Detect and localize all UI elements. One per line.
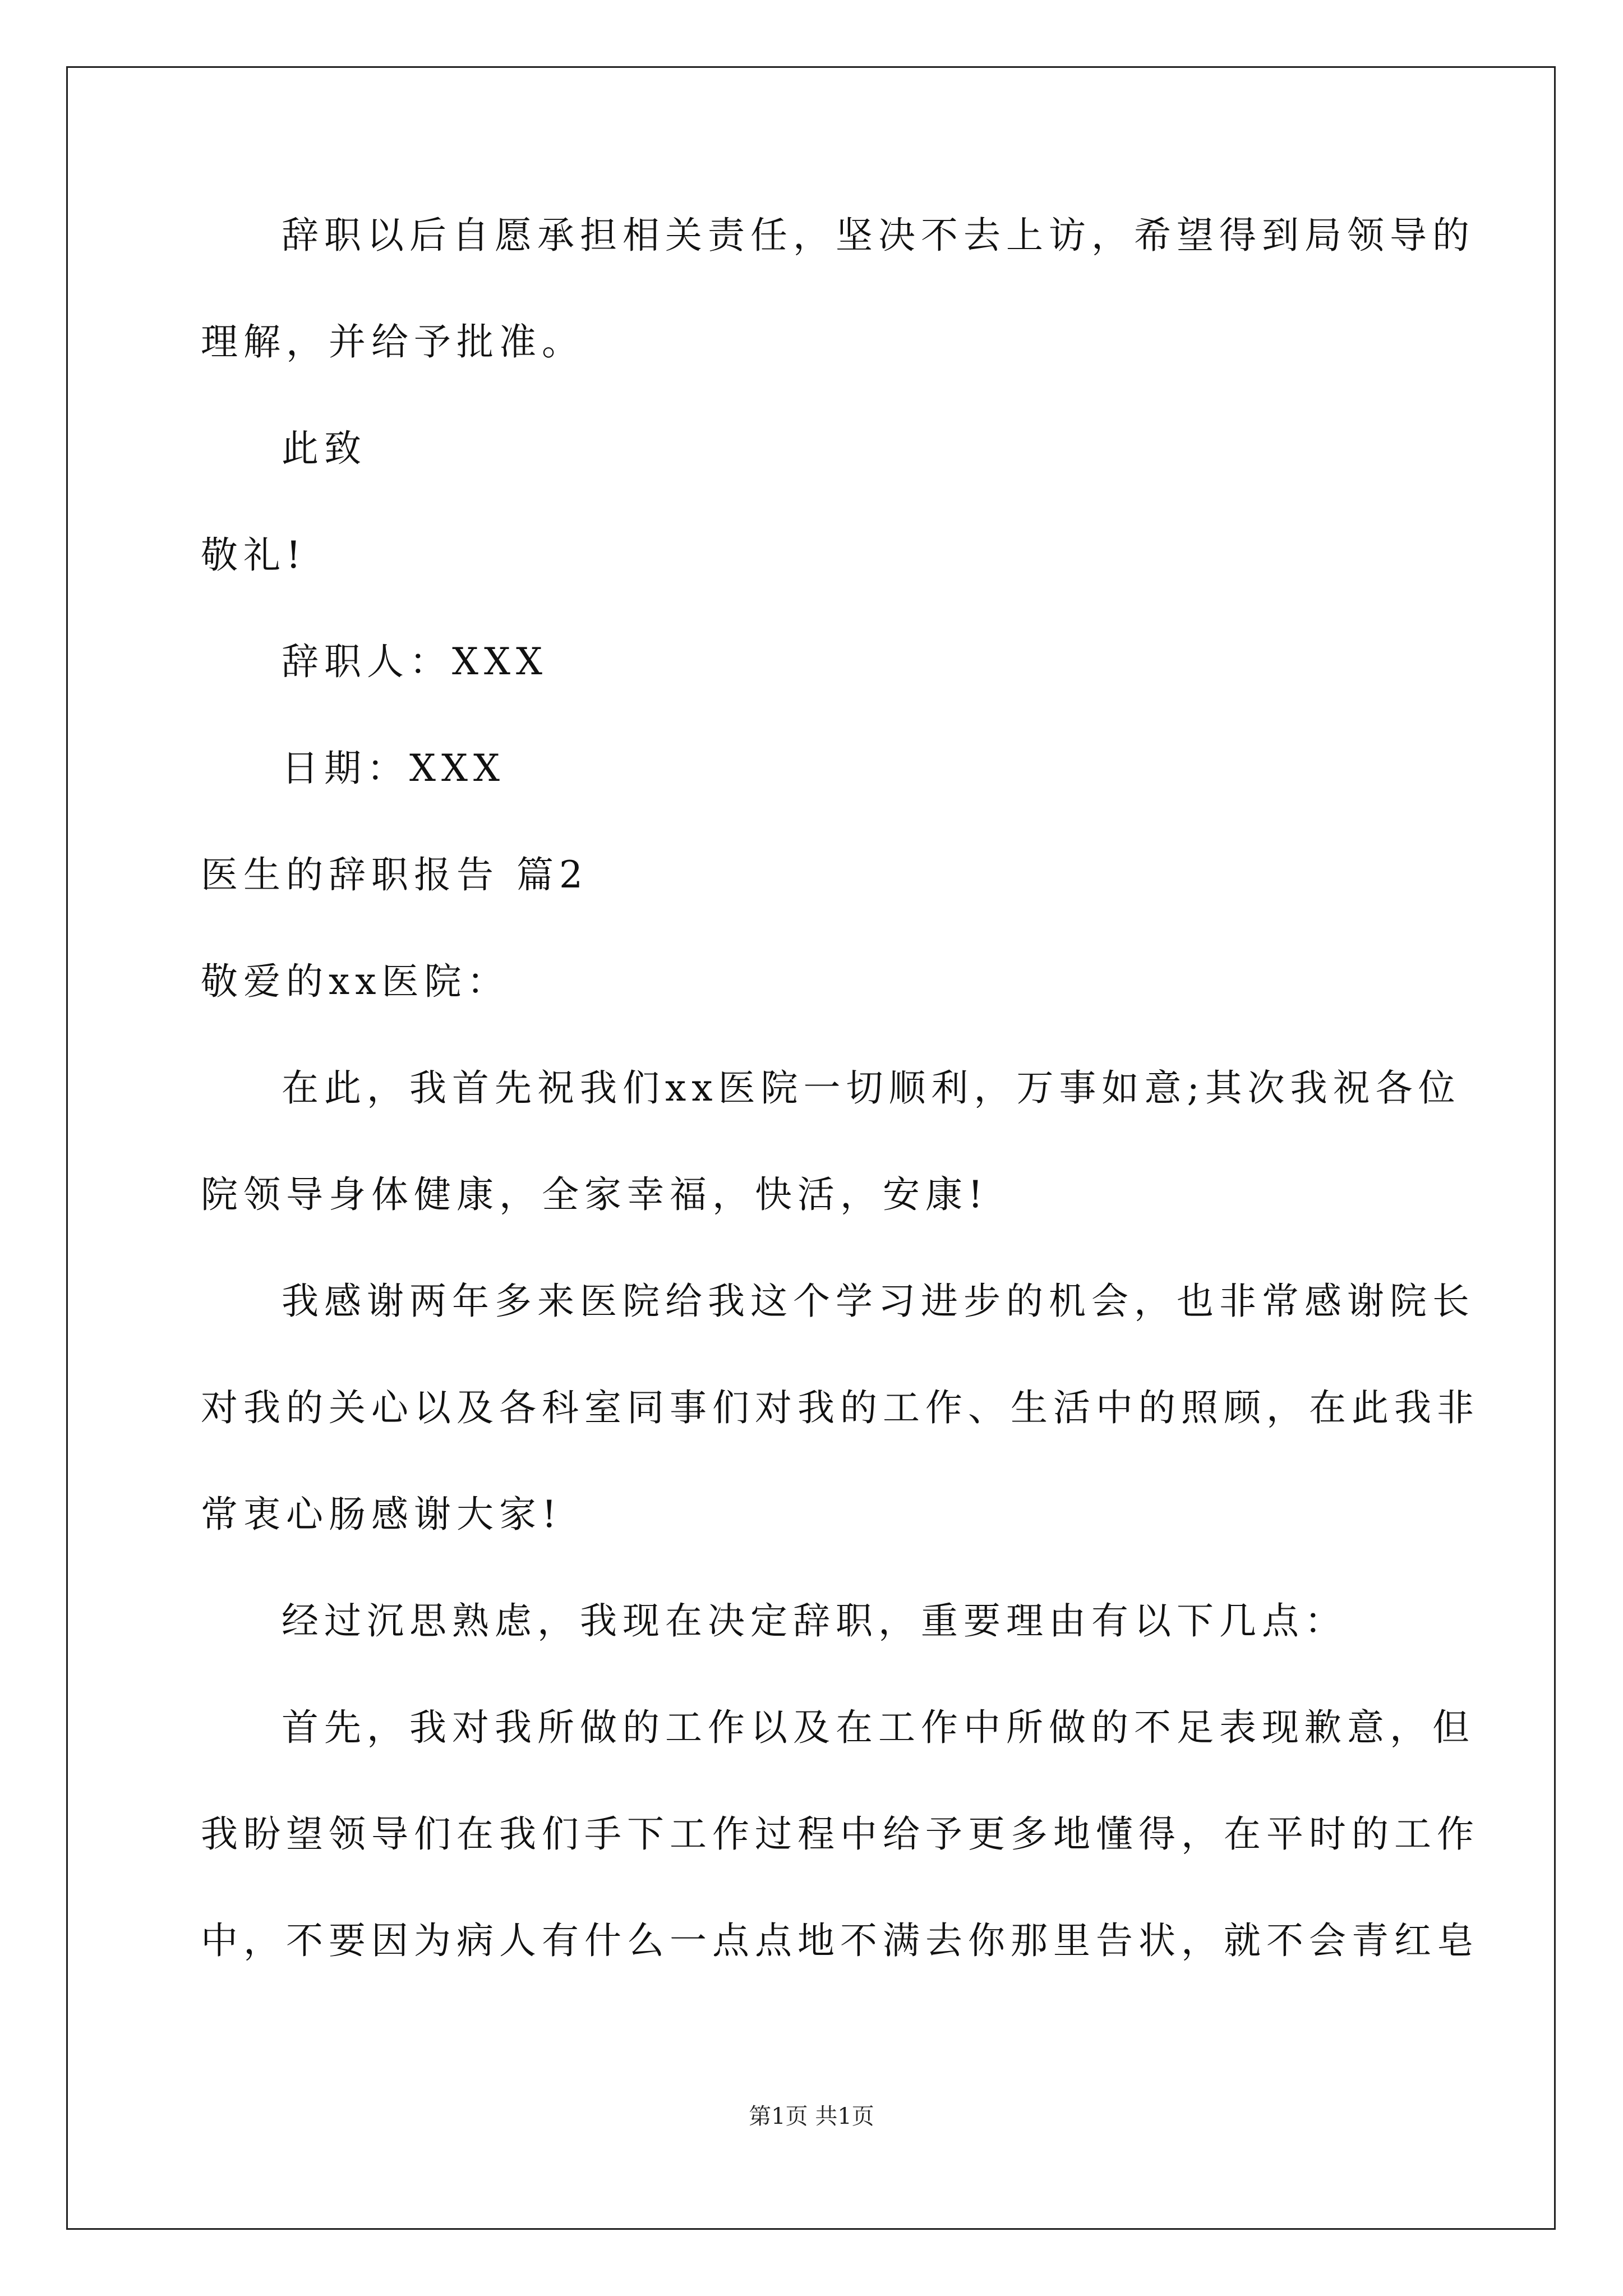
date-line: 日期：XXX bbox=[282, 747, 505, 790]
paragraph-line: 首先，我对我所做的工作以及在工作中所做的不足表现歉意，但 bbox=[282, 1706, 1475, 1749]
paragraph-line: 经过沉思熟虑，我现在决定辞职，重要理由有以下几点： bbox=[282, 1599, 1347, 1642]
signer-line: 辞职人：XXX bbox=[282, 640, 548, 683]
paragraph-line: 我感谢两年多来医院给我这个学习进步的机会，也非常感谢院长 bbox=[282, 1280, 1475, 1323]
closing-respect: 敬礼! bbox=[201, 533, 307, 577]
page-border bbox=[66, 66, 1556, 2230]
paragraph-line: 常衷心肠感谢大家! bbox=[201, 1493, 562, 1536]
paragraph-line: 对我的关心以及各科室同事们对我的工作、生活中的照顾，在此我非 bbox=[201, 1386, 1479, 1429]
paragraph-line: 我盼望领导们在我们手下工作过程中给予更多地懂得，在平时的工作 bbox=[201, 1812, 1479, 1856]
page-footer: 第1页 共1页 bbox=[749, 2104, 874, 2129]
paragraph-line: 院领导身体健康，全家幸福，快活，安康! bbox=[201, 1173, 989, 1216]
addressee-line: 敬爱的xx医院： bbox=[201, 960, 510, 1003]
paragraph-line: 在此，我首先祝我们xx医院一切顺利，万事如意;其次我祝各位 bbox=[282, 1066, 1461, 1110]
paragraph-line: 中，不要因为病人有什么一点点地不满去你那里告状，就不会青红皂 bbox=[201, 1919, 1479, 1962]
closing-salutation: 此致 bbox=[282, 427, 367, 470]
paragraph-line: 辞职以后自愿承担相关责任，坚决不去上访，希望得到局领导的 bbox=[282, 214, 1475, 257]
section-heading: 医生的辞职报告 篇2 bbox=[201, 853, 588, 896]
paragraph-line: 理解，并给予批准。 bbox=[201, 320, 584, 364]
